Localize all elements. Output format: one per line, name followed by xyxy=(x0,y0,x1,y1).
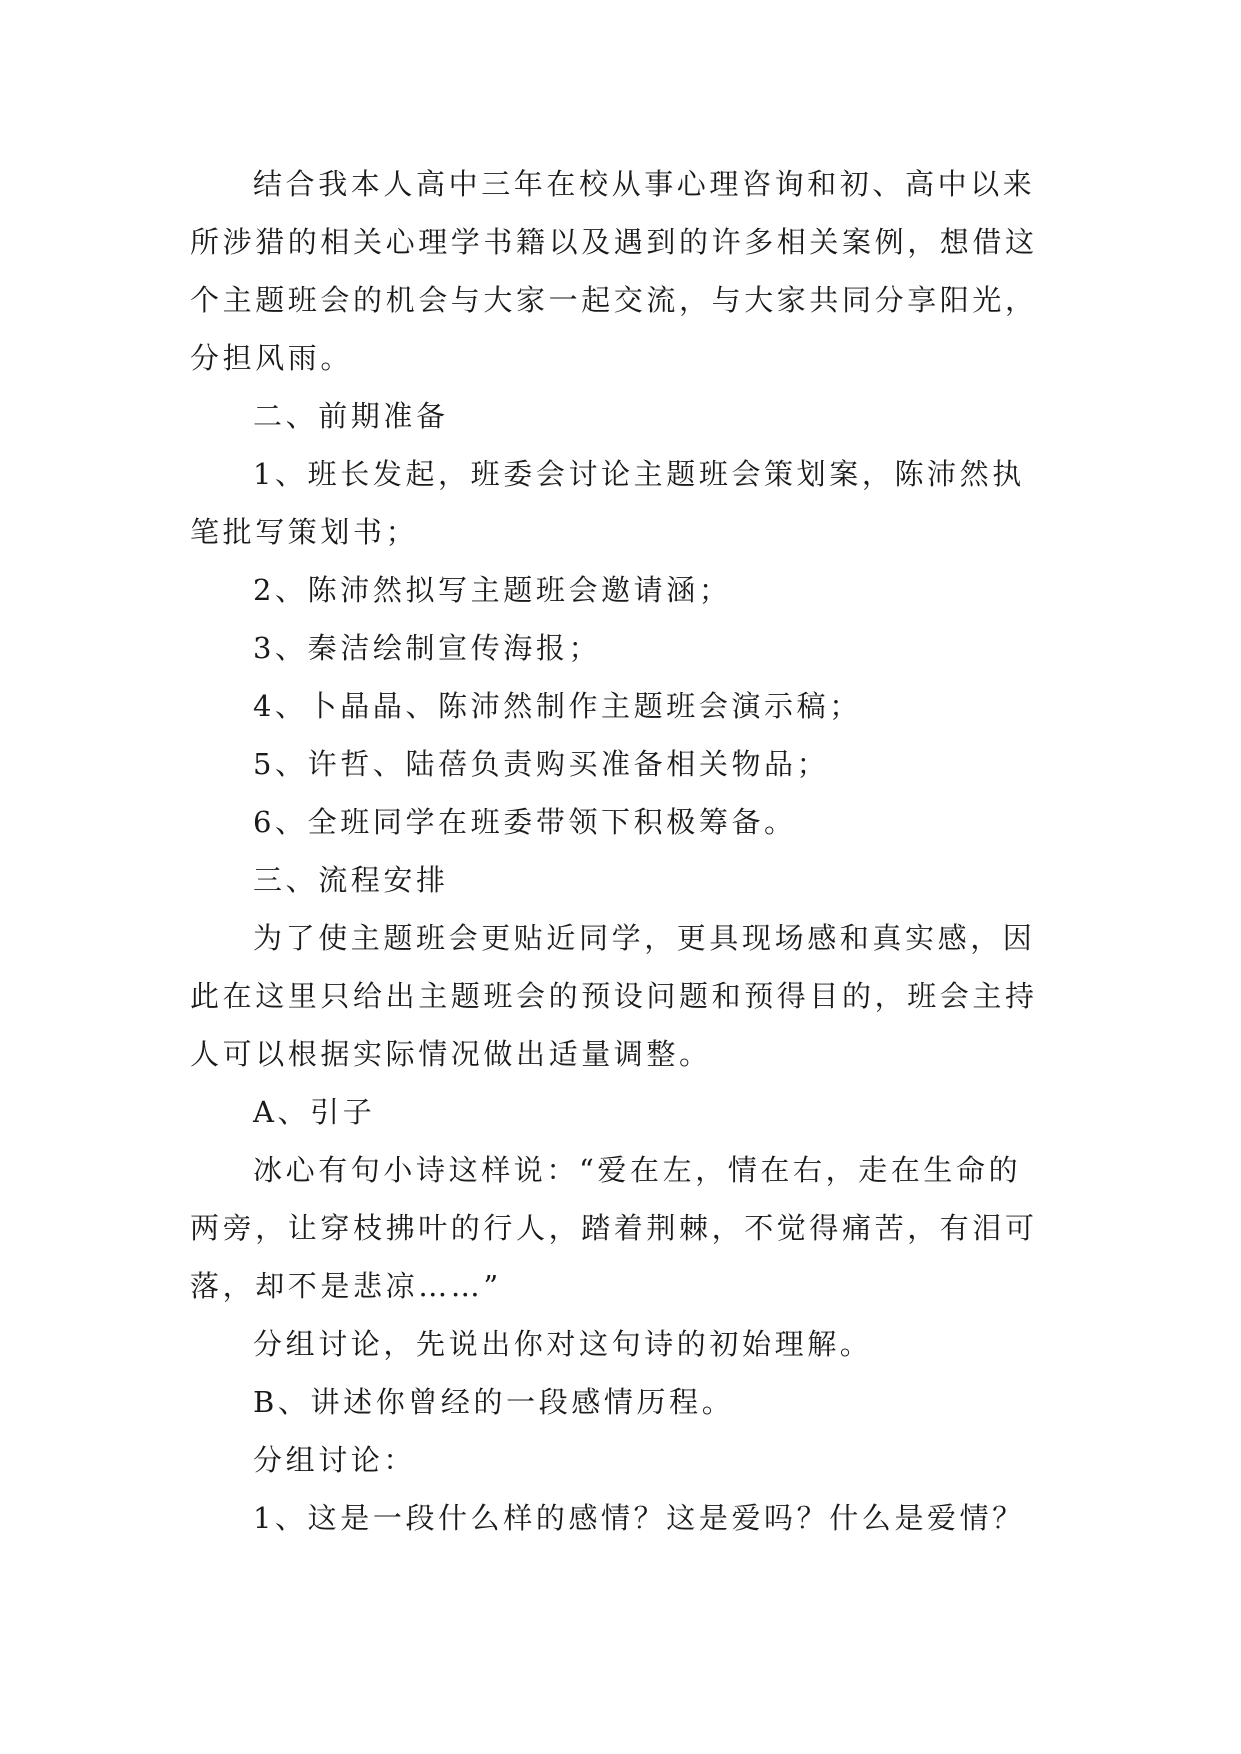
paragraph-line: 个主题班会的机会与大家一起交流，与大家共同分享阳光， xyxy=(190,283,1038,317)
list-item: 2、陈沛然拟写主题班会邀请涵； xyxy=(253,573,732,607)
paragraph-line: 分组讨论，先说出你对这句诗的初始理解。 xyxy=(253,1327,873,1361)
paragraph-line: 此在这里只给出主题班会的预设问题和预得目的，班会主持 xyxy=(190,979,1038,1013)
paragraph-line: 结合我本人高中三年在校从事心理咨询和初、高中以来 xyxy=(253,167,1036,201)
paragraph-line: 分担风雨。 xyxy=(190,341,354,375)
list-item: 1、班长发起，班委会讨论主题班会策划案，陈沛然执 xyxy=(253,457,1025,491)
paragraph-line: 人可以根据实际情况做出适量调整。 xyxy=(190,1037,712,1071)
paragraph-line: 两旁，让穿枝拂叶的行人，踏着荆棘，不觉得痛苦，有泪可 xyxy=(190,1211,1038,1245)
paragraph-line: 为了使主题班会更贴近同学，更具现场感和真实感，因 xyxy=(253,921,1036,955)
list-item: 5、许哲、陆蓓负责购买准备相关物品； xyxy=(253,747,830,781)
list-item: 4、卜晶晶、陈沛然制作主题班会演示稿； xyxy=(253,689,862,723)
paragraph-line: 冰心有句小诗这样说：“爱在左，情在右，走在生命的 xyxy=(253,1153,1022,1187)
paragraph-line: 落，却不是悲凉……” xyxy=(190,1269,502,1303)
section-heading: 三、流程安排 xyxy=(253,863,449,897)
list-item: 6、全班同学在班委带领下积极筹备。 xyxy=(253,805,797,839)
subsection-heading: B、讲述你曾经的一段感情历程。 xyxy=(253,1385,735,1419)
subsection-heading: A、引子 xyxy=(253,1095,376,1129)
paragraph-line: 所涉猎的相关心理学书籍以及遇到的许多相关案例，想借这 xyxy=(190,225,1038,259)
paragraph-line: 分组讨论： xyxy=(253,1443,417,1477)
list-item: 1、这是一段什么样的感情？这是爱吗？什么是爱情？ xyxy=(253,1501,1025,1535)
list-item: 3、秦洁绘制宣传海报； xyxy=(253,631,602,665)
section-heading: 二、前期准备 xyxy=(253,399,449,433)
list-item-continuation: 笔批写策划书； xyxy=(190,515,419,549)
